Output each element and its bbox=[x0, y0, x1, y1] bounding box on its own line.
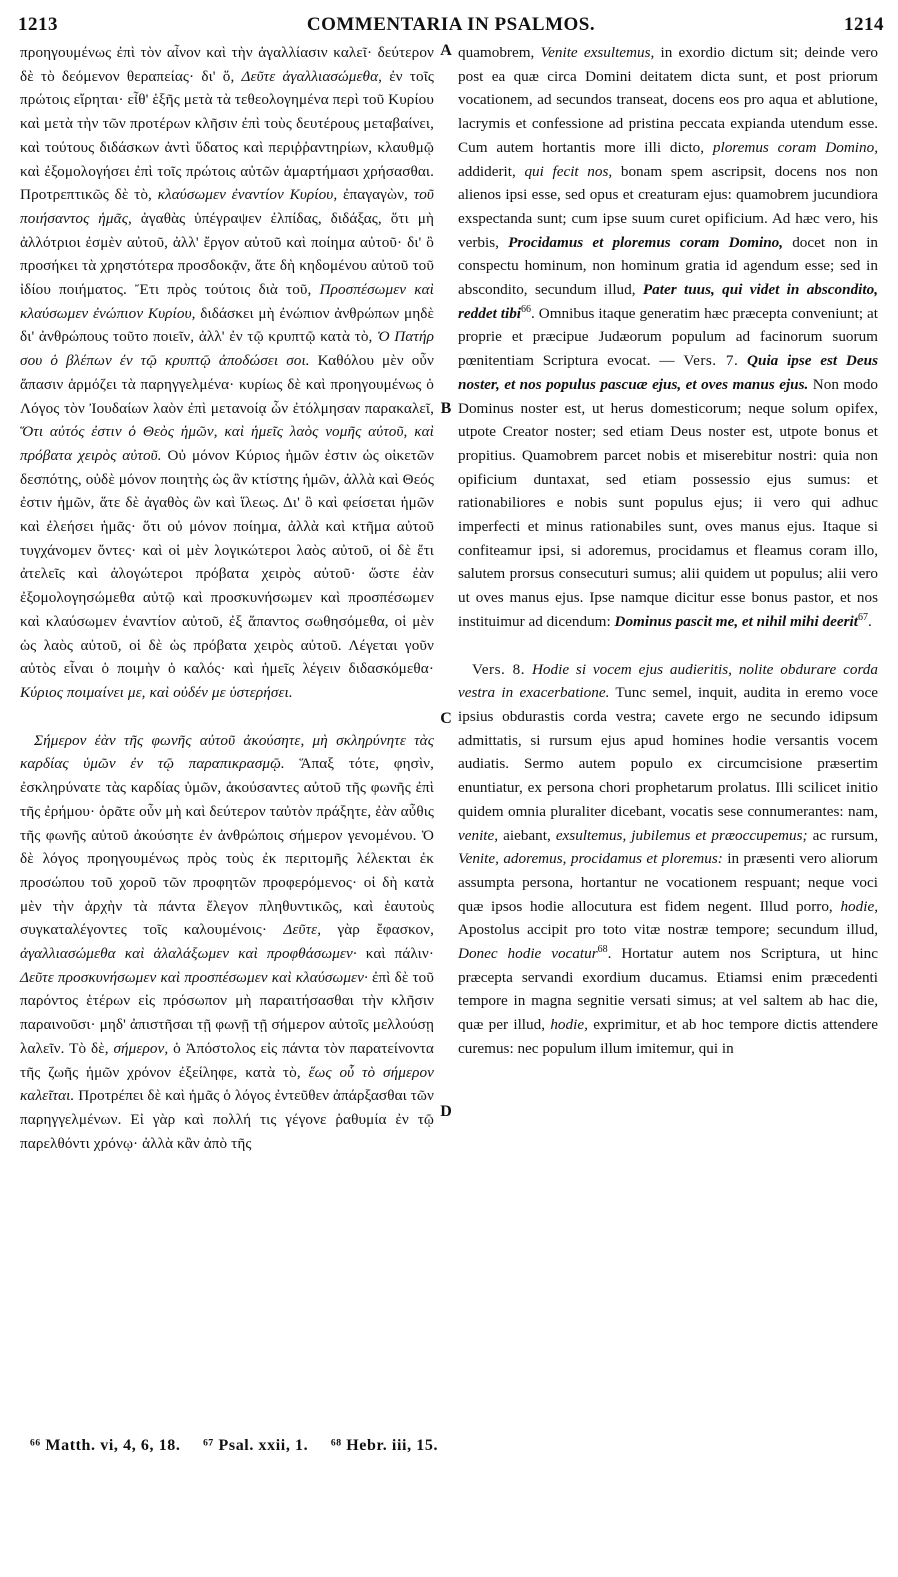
greek-quote: Ὅτι αὐτός ἐστιν ὁ Θεὸς ἡμῶν, καὶ ἡμεῖς λαὸς νομῆς αὐτοῦ, καὶ πρόβατα χειρὸς αὐτοῦ. bbox=[20, 423, 434, 464]
section-marker-b: B bbox=[440, 400, 452, 417]
footnote-ref: 66 bbox=[521, 303, 532, 315]
greek-quote: Δεῦτε, bbox=[283, 921, 322, 939]
greek-quote: Ὁ Πατήρ σου ὁ βλέπων ἐν τῷ κρυπτῷ ἀποδώσει σοι. bbox=[20, 328, 434, 370]
greek-column bbox=[20, 41, 434, 1155]
section-marker-a: A bbox=[440, 42, 452, 59]
latin-text: Non modo Dominus noster est, ut herus domesticorum; neque solum opifex, utpote Creator noster; sed etiam Deus noster est, utpote bonus et propitius. Quamobrem parcet nobis et miserebitur nostri: quia non opificium duntaxat, sed etiam possessio ejus sumus: et rationabiliores e nobis sunt populus ejus; ii vero qui adhuc imperfecti et minus rationabiles sunt, oves manus ejus. Itaque si confiteamur ipsi, si adoremus, procidamus et fleamus coram illo, salutem prorsus consecuturi sumus; alii quidem ut populus; alii vero ut oves manus ejus. Ipse namque dicitur esse bonus pastor, et nos instituimur ad dicendum: bbox=[458, 375, 879, 630]
latin-quote: exsultemus, jubilemus et præoccupemus; bbox=[555, 826, 808, 844]
latin-text: . Omnibus itaque generatim hæc præcepta conveniunt; at proprie et præcipue Judæorum populum ad facinorum suorum pœnitentiam Scriptura evocat. — bbox=[458, 304, 878, 370]
greek-text: Οὐ μόνον Κύριος ἡμῶν ἐστιν ὡς οἰκετῶν δεσπότης, οὐδὲ μόνον ποιητὴς ὡς ἂν κτίστης ἡμῶν, ἀλλὰ καὶ Θεός ἐστιν ἡμῶν, ἅτε δὲ ἀγαθὸς ὢν καὶ ἵλεως. Δι' ὃ καὶ φείσεται ἡμῶν καὶ ἐλεήσει ἡμᾶς· ὅτι οὐ μόνον ποίημα, ἀλλὰ καὶ κτῆμα αὐτοῦ τυγχάνομεν ὄντες· καὶ οἱ μὲν λογικώτεροι λαὸς αὐτοῦ, οἱ δὲ ἔτι ἀτελεῖς καὶ ἀλογώτεροι πρόβατα χειρὸς αὐτοῦ· ὥστε ἐὰν ἐξομολογησώμεθα αὐτῷ καὶ προσκυνήσωμεν καὶ προσπέσωμεν καὶ κλαύσωμεν ἐναντίον αὐτοῦ, ἐξ ἅπαντος σωθησόμεθα, οἱ μὲν ὡς λαὸς αὐτοῦ, οἱ δὲ ὡς πρόβατα χειρὸς αὐτοῦ. Λέγεται γοῦν αὐτὸς εἶναι ὁ ποιμὴν ὁ καλός· καὶ ἡμεῖς λέγειν διδασκόμεθα· bbox=[20, 446, 434, 678]
latin-text: in exordio dictum sit; deinde vero post ea quæ circa Domini deitatem dicta sunt, et post priorum vocationem, ad secundos transeat, docens eos pro aqua et ablutione, lacrymis et confessione ad pristina peccata expianda utendum esse. Cum autem hortantis more illi dicto, bbox=[458, 44, 879, 156]
greek-text: προηγουμένως ἐπὶ τὸν αἶνον καὶ τὴν ἀγαλλίασιν καλεῖ· δεύτερον δὲ τὸ δεόμενον θεραπείας· δι' ὅ, bbox=[20, 44, 434, 85]
footnote-68: ⁶⁸ Hebr. iii, 15. bbox=[330, 1437, 439, 1454]
latin-text: Apostolus accipit pro toto vitæ nostræ tempore; secundum illud, bbox=[458, 921, 878, 939]
latin-paragraph-2 bbox=[458, 658, 878, 1061]
latin-quote: hodie, bbox=[550, 1016, 588, 1034]
latin-text: docet non in conspectu hominum, non hominum gratia id agendum esse; sed in abscondito, secundum illud, bbox=[458, 233, 879, 299]
footnotes bbox=[30, 1437, 878, 1455]
greek-paragraph-1 bbox=[20, 41, 434, 705]
latin-quote: Hodie si vocem ejus audieritis, nolite obdurare corda vestra in exacerbatione. bbox=[458, 660, 878, 702]
latin-quote: qui fecit nos, bbox=[524, 162, 613, 180]
section-marker-c: C bbox=[440, 710, 452, 727]
latin-quote: venite, bbox=[458, 826, 499, 844]
latin-quote: Dominus pascit me, et nihil mihi deerit bbox=[614, 612, 858, 630]
footnote-67: ⁶⁷ Psal. xxii, 1. bbox=[203, 1437, 309, 1454]
page-number-right: 1214 bbox=[844, 14, 884, 35]
footnote-ref: 67 bbox=[857, 611, 868, 623]
latin-quote: Venite, adoremus, procidamus et ploremus: bbox=[458, 850, 723, 868]
greek-quote: Προσπέσωμεν καὶ κλαύσωμεν ἐνώπιον Κυρίου, bbox=[20, 281, 434, 322]
latin-text: in præsenti vero aliorum assumpta persona, hortantur ne vocationem respuant; neque voci quæ ipsos hodie allocutura est fidem negent. Illud porro, bbox=[458, 850, 878, 915]
greek-quote: Κύριος ποιμαίνει με, καὶ οὐδέν με ὑστερήσει. bbox=[20, 683, 293, 701]
greek-text: καὶ πάλιν· bbox=[356, 945, 434, 963]
latin-text: ac rursum, bbox=[807, 826, 878, 844]
latin-text: . bbox=[867, 612, 872, 630]
greek-text: ἀγαθὰς ὑπέγραψεν ἐλπίδας, διδάξας, ὅτι μὴ ἀλλότριοι ἐσμὲν αὐτοῦ, ἀλλ' ἔργον αὐτοῦ καὶ ποίημα αὐτοῦ· δι' ὃ προσήκει τὰ χρηστότερα προσδοκᾷν, ἅτε δὴ κηδομένου αὐτοῦ τοῦ ἰδίου ποιήματος. Ἔτι πρὸς τούτοις διὰ τοῦ, bbox=[20, 209, 434, 299]
latin-quote: Pater tuus, qui videt in abscondito, reddet tibi bbox=[458, 281, 878, 322]
running-title: COMMENTARIA IN PSALMOS. bbox=[306, 14, 596, 35]
latin-quote: hodie, bbox=[840, 897, 878, 915]
greek-paragraph-2 bbox=[20, 729, 434, 1156]
greek-text: ἐπὶ δὲ τοῦ παρόντος ἑτέρων εἰς πρόσωπον μὴ παραιτήσασθαι τὴν κλῆσιν παραινοῦσι· μηδ' ἀπιστῆσαι τῇ φωνῇ τῇ σήμερον αὐτοῖς μελλούσῃ λαλεῖν. Τὸ δὲ, bbox=[20, 968, 434, 1057]
verse-label: Vers. 8. bbox=[472, 660, 526, 678]
page-number-left: 1213 bbox=[18, 14, 58, 35]
footnote-66: ⁶⁶ Matth. vi, 4, 6, 18. bbox=[30, 1437, 181, 1454]
greek-quote: ἀγαλλιασώμεθα καὶ ἀλαλάξωμεν καὶ προφθάσωμεν· bbox=[20, 945, 357, 963]
greek-text: ὁ Ἀπόστολος εἰς πάντα τὸν παρατείνοντα τῆς ζωῆς ἡμῶν χρόνον ἐξείληφε, κατὰ τὸ, bbox=[20, 1039, 434, 1081]
latin-text: aiebant, bbox=[498, 826, 556, 844]
paragraph-gap bbox=[458, 634, 878, 658]
greek-quote: Σήμερον ἐὰν τῆς φωνῆς αὐτοῦ ἀκούσητε, μὴ σκληρύνητε τὰς καρδίας ὑμῶν ἐν τῷ παραπικρασμῷ. bbox=[20, 731, 434, 773]
greek-text: διδάσκει μὴ ἐνώπιον ἀνθρώπων μηδὲ δι' ἀνθρώπους τοῦτο ποιεῖν, ἀλλ' ἐν τῷ κρυπτῷ κατὰ τὸ, bbox=[20, 304, 434, 346]
paragraph-gap bbox=[20, 705, 434, 729]
latin-text: quamobrem, bbox=[458, 44, 541, 61]
greek-quote: Δεῦτε προσκυνήσωμεν καὶ προσπέσωμεν καὶ κλαύσωμεν· bbox=[20, 968, 368, 986]
latin-quote: ploremus coram Domino, bbox=[712, 138, 878, 156]
greek-text: ἐν τοῖς πρώτοις εἴρηται· εἶθ' ἑξῆς μετὰ τὰ τεθεολογημένα περὶ τοῦ Κυρίου καὶ μετὰ τὴν τῶν προτέρων κλῆσιν ἐπὶ τοὺς δευτέρους μεταβαίνει, καὶ τούτους διδάσκων ἀντὶ ὕδατος καὶ περιῤῥαντηρίων, κλαυθμῷ καὶ ἐξομολογήσει ἐπὶ τοῖς πρώτοις αὐτῶν ἁμαρτήμασι χρήσασθαι. Προτρεπτικῶς δὲ τὸ, bbox=[20, 67, 434, 204]
latin-quote: Procidamus et ploremus coram Domino, bbox=[508, 233, 784, 251]
greek-text: γὰρ ἔφασκον, bbox=[321, 921, 434, 939]
greek-text: Ἅπαξ τότε, φησὶν, ἐσκληρύνατε τὰς καρδίας ὑμῶν, ἀκούσαντες αὐτοῦ τῆς φωνῆς ἐπὶ τῆς ἐρήμου· ὁρᾶτε οὖν μὴ καὶ δεύτερον ταὐτὸν πράξητε, ἐὰν αὖθις τῆς φωνῆς αὐτοῦ ἀκούσητε ἐν ἀνθρώποις σήμερον γενομένου. Ὁ δὲ λόγος προηγουμένως πρὸς τοὺς ἐκ περιτομῆς λέλεκται ἐκ προσώπου τοῦ χοροῦ τῶν προφητῶν προφερόμενος· οἱ δὴ κατὰ μὲν τὴν ἀρχὴν τὰ πάντα ἔλεγον πληθυντικῶς, καὶ ἑαυτοὺς συγκαταλέγοντες τοῖς καλουμένοις· bbox=[20, 755, 434, 939]
greek-quote: ἕως οὗ τὸ σήμερον καλεῖται. bbox=[20, 1063, 434, 1105]
greek-text: ἐπαγαγὼν, bbox=[337, 186, 414, 204]
greek-quote: σήμερον, bbox=[113, 1039, 169, 1057]
latin-quote: Quia ipse est Deus noster, et nos populus pascuæ ejus, et oves manus ejus. bbox=[458, 352, 878, 393]
latin-quote: Venite exsultemus, bbox=[540, 44, 655, 61]
greek-text: Καθόλου μὲν οὖν ἅπασιν ἁρμόζει τὰ παρηγγελμένα· κυρίως δὲ καὶ προηγουμένως ὁ Λόγος τὸν Ἰουδαίων λαὸν ἐπὶ μετανοίᾳ ὧν ἐτόλμησαν παρακαλεῖ, bbox=[20, 352, 434, 417]
footnote-ref: 68 bbox=[597, 943, 608, 955]
latin-text: addiderit, bbox=[458, 162, 525, 180]
latin-text: exprimitur, et ab hoc tempore dictis attendere curemus: nec populum illum imitemur, qui in bbox=[458, 1016, 878, 1057]
latin-text: . Hortatur autem nos Scriptura, ut hinc præcepta servandi exordium ducamus. Etiamsi enim præcedenti tempore in magna segnitie versati simus; at vel saltem ab hac die, quæ per illud, bbox=[458, 945, 878, 1034]
verse-label: Vers. 7. bbox=[683, 352, 739, 370]
running-header bbox=[18, 14, 884, 40]
section-marker-d: D bbox=[440, 1103, 452, 1120]
latin-quote: Donec hodie vocatur bbox=[458, 945, 598, 963]
greek-text: Προτρέπει δὲ καὶ ἡμᾶς ὁ λόγος ἐντεῦθεν ἀπάρξασθαι τῶν παρηγγελμένων. Εἰ γὰρ καὶ πολλή τις γέγονε ῥαθυμία ἐν τῷ παρελθόντι χρόνῳ· ἀλλὰ κἂν ἀπὸ τῆς bbox=[20, 1087, 434, 1152]
latin-paragraph-1 bbox=[458, 41, 878, 634]
latin-text: bonam spem ascripsit, docens nos non alienos ipsi esse, sed opus et creaturam ejus: quamobrem jucundiora exspectanda sunt; cum ipse suum curet opificium. Ad hæc vero, his verbis, bbox=[458, 162, 878, 251]
latin-text: Tunc semel, inquit, audita in eremo voce ipsius obdurastis corda vestra; cavete ergo ne secundo idipsum admittatis, si rursum ejus apud homines hodie versantis vocem audiatis. Sermo autem populo ex circumcisione præsertim enuntiatur, ex persona chori prophetarum prolatus. Illi scilicet initio quidem omnia pluraliter dicebant, vocatis sese connumerantes: nam, bbox=[458, 684, 878, 820]
greek-quote: κλαύσωμεν ἐναντίον Κυρίου, bbox=[157, 186, 338, 204]
greek-quote: τοῦ ποιήσαντος ἡμᾶς, bbox=[20, 186, 434, 227]
latin-column bbox=[458, 41, 878, 1061]
greek-quote: Δεῦτε ἀγαλλιασώμεθα, bbox=[241, 67, 383, 85]
